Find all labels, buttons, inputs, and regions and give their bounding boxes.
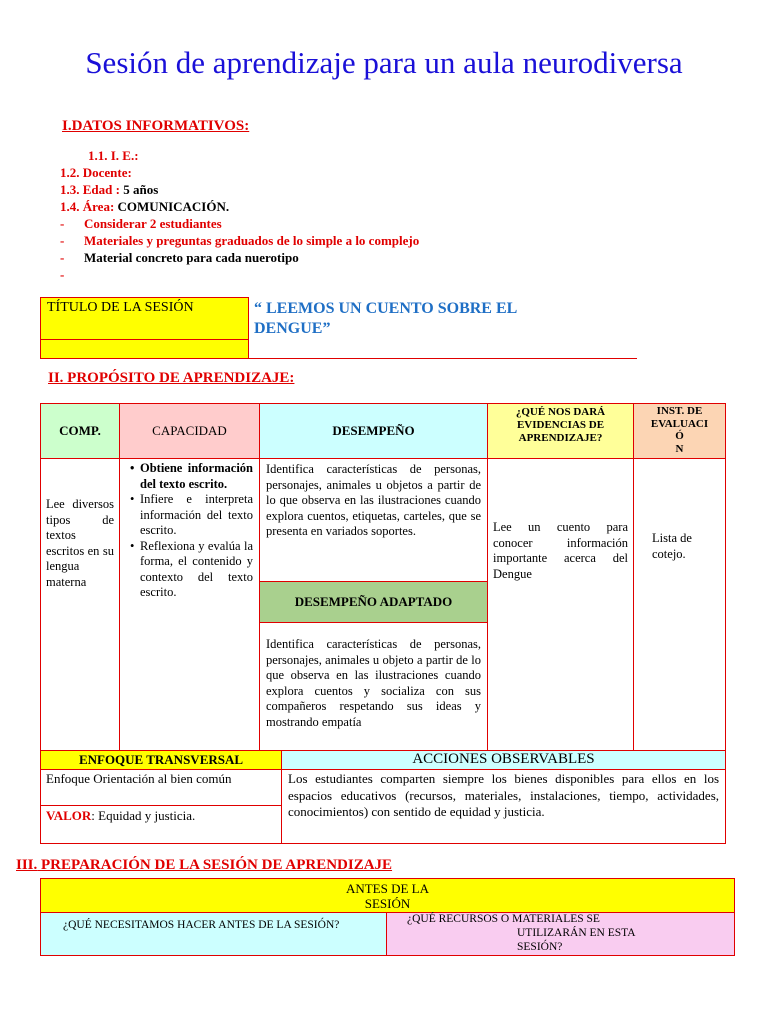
bullet-2 <box>60 233 420 249</box>
bullet-text: Materiales y preguntas graduados de lo simple a lo complejo <box>84 233 420 248</box>
session-title-label: TÍTULO DE LA SESIÓN <box>47 300 194 315</box>
header-desempeno: DESEMPEÑO <box>259 403 488 459</box>
bullet-text: Considerar 2 estudiantes <box>84 216 222 231</box>
capacidad-item: • Reflexiona y evalúa la forma, el contenido y contexto del texto escrito. <box>140 539 253 601</box>
desempeno-adaptado-header: DESEMPEÑO ADAPTADO <box>259 581 488 623</box>
header-evidencias: ¿QUÉ NOS DARÁ EVIDENCIAS DE APRENDIZAJE? <box>487 403 634 459</box>
desempeno-cell <box>259 458 488 582</box>
bullet-dash: - <box>60 233 65 248</box>
bullet-1 <box>60 216 222 232</box>
acciones-cell <box>281 769 726 844</box>
comp-text: Lee diversos tipos de textos escritos en su lengua materna <box>46 497 114 589</box>
session-title-lower-cell <box>40 339 249 359</box>
edad-row <box>60 182 158 198</box>
instrumento-text: Lista de cotejo. <box>652 531 692 561</box>
enfoque-cell <box>40 769 282 806</box>
edad-label: 1.3. Edad : <box>60 182 120 197</box>
q-hacer-text: ¿QUÉ NECESITAMOS HACER ANTES DE LA SESIÓN? <box>63 919 340 931</box>
inst-line: N <box>675 442 684 455</box>
area-row <box>60 199 229 215</box>
capacidad-item: • Infiere e interpreta información del texto escrito. <box>140 492 253 539</box>
valor-label: VALOR <box>46 808 92 823</box>
q-hacer-cell <box>40 912 387 956</box>
section-heading-preparacion <box>16 857 392 874</box>
section-heading-num: III. <box>16 857 38 873</box>
desempeno-adaptado-cell <box>259 622 488 751</box>
inst-line: EVALUACI <box>650 417 709 430</box>
q-recursos-cell <box>386 912 735 956</box>
instrumento-cell <box>633 458 726 751</box>
header-capacidad: CAPACIDAD <box>119 403 260 459</box>
bullet-dash: - <box>60 216 65 231</box>
evidencia-text: Lee un cuento para conocer información importante acerca del Dengue <box>493 520 628 581</box>
inst-line: Ó <box>675 430 684 442</box>
antes-line-2: SESIÓN <box>364 896 411 911</box>
capacidad-cell <box>119 458 260 751</box>
q-recursos-line-3: SESIÓN? <box>517 941 563 953</box>
section-heading-proposito: II. PROPÓSITO DE APRENDIZAJE: <box>48 370 295 386</box>
bullet-dash: - <box>60 250 65 265</box>
session-title-line-1: “ LEEMOS UN CUENTO SOBRE EL <box>254 300 518 317</box>
header-instrumento <box>633 403 726 459</box>
bullet-dash: - <box>60 267 65 282</box>
comp-cell <box>40 458 120 751</box>
ie-label: 1.1. I. E.: <box>88 148 139 163</box>
bullet-text: Material concreto para cada nuerotipo <box>84 250 299 265</box>
capacidad-item: • Obtiene información del texto escrito. <box>140 461 253 492</box>
antes-sesion-header <box>40 878 735 913</box>
valor-cell <box>40 805 282 844</box>
session-title-underline <box>249 358 637 359</box>
docente-label: 1.2. Docente: <box>60 165 132 180</box>
inst-line: INST. DE <box>656 405 703 417</box>
evidencia-cell <box>487 458 634 751</box>
header-comp: COMP. <box>40 403 120 459</box>
valor-text: : Equidad y justicia. <box>91 808 196 823</box>
desempeno-adaptado-text: Identifica características de personas, personajes, animales u objeto a partir de lo que observa en las ilustraciones cuando explora cuentos y socializa con sus compañeros respetando sus ideas y mostrando empatía <box>266 637 481 729</box>
section-heading-datos: I.DATOS INFORMATIVOS: <box>62 118 250 134</box>
area-label: 1.4. Área: <box>60 199 115 214</box>
q-recursos-line-1: ¿QUÉ RECURSOS O MATERIALES SE <box>407 913 600 925</box>
session-title-label-cell <box>40 297 249 340</box>
section-heading-text: PREPARACIÓN DE LA SESIÓN DE APRENDIZAJE <box>41 857 393 873</box>
antes-line-1: ANTES DE LA <box>345 881 430 896</box>
session-title-value <box>254 299 517 339</box>
q-recursos-line-2: UTILIZARÁN EN ESTA <box>517 927 636 939</box>
session-title-line-2: DENGUE” <box>254 320 331 337</box>
edad-value: 5 años <box>123 182 159 197</box>
capacidad-list <box>128 461 253 601</box>
area-value: COMUNICACIÓN. <box>117 199 230 214</box>
bullet-3 <box>60 250 299 266</box>
enfoque-header: ENFOQUE TRANSVERSAL <box>40 750 282 770</box>
enfoque-text: Enfoque Orientación al bien común <box>46 771 232 786</box>
acciones-header: ACCIONES OBSERVABLES <box>281 750 726 770</box>
page-title: Sesión de aprendizaje para un aula neurodiversa <box>85 45 683 80</box>
bullet-4 <box>60 267 64 283</box>
desempeno-text: Identifica características de personas, personajes, animales u objetos a partir de lo que observa en las ilustraciones cuando explora cuentos, etiquetas, carteles, que se presenta en variados soportes. <box>266 462 481 538</box>
acciones-text: Los estudiantes comparten siempre los bienes disponibles para ellos en los espacios educativos (recursos, materiales, instalaciones, tiempo, actividades, conocimientos) con sentido de equidad y justicia. <box>288 771 719 819</box>
